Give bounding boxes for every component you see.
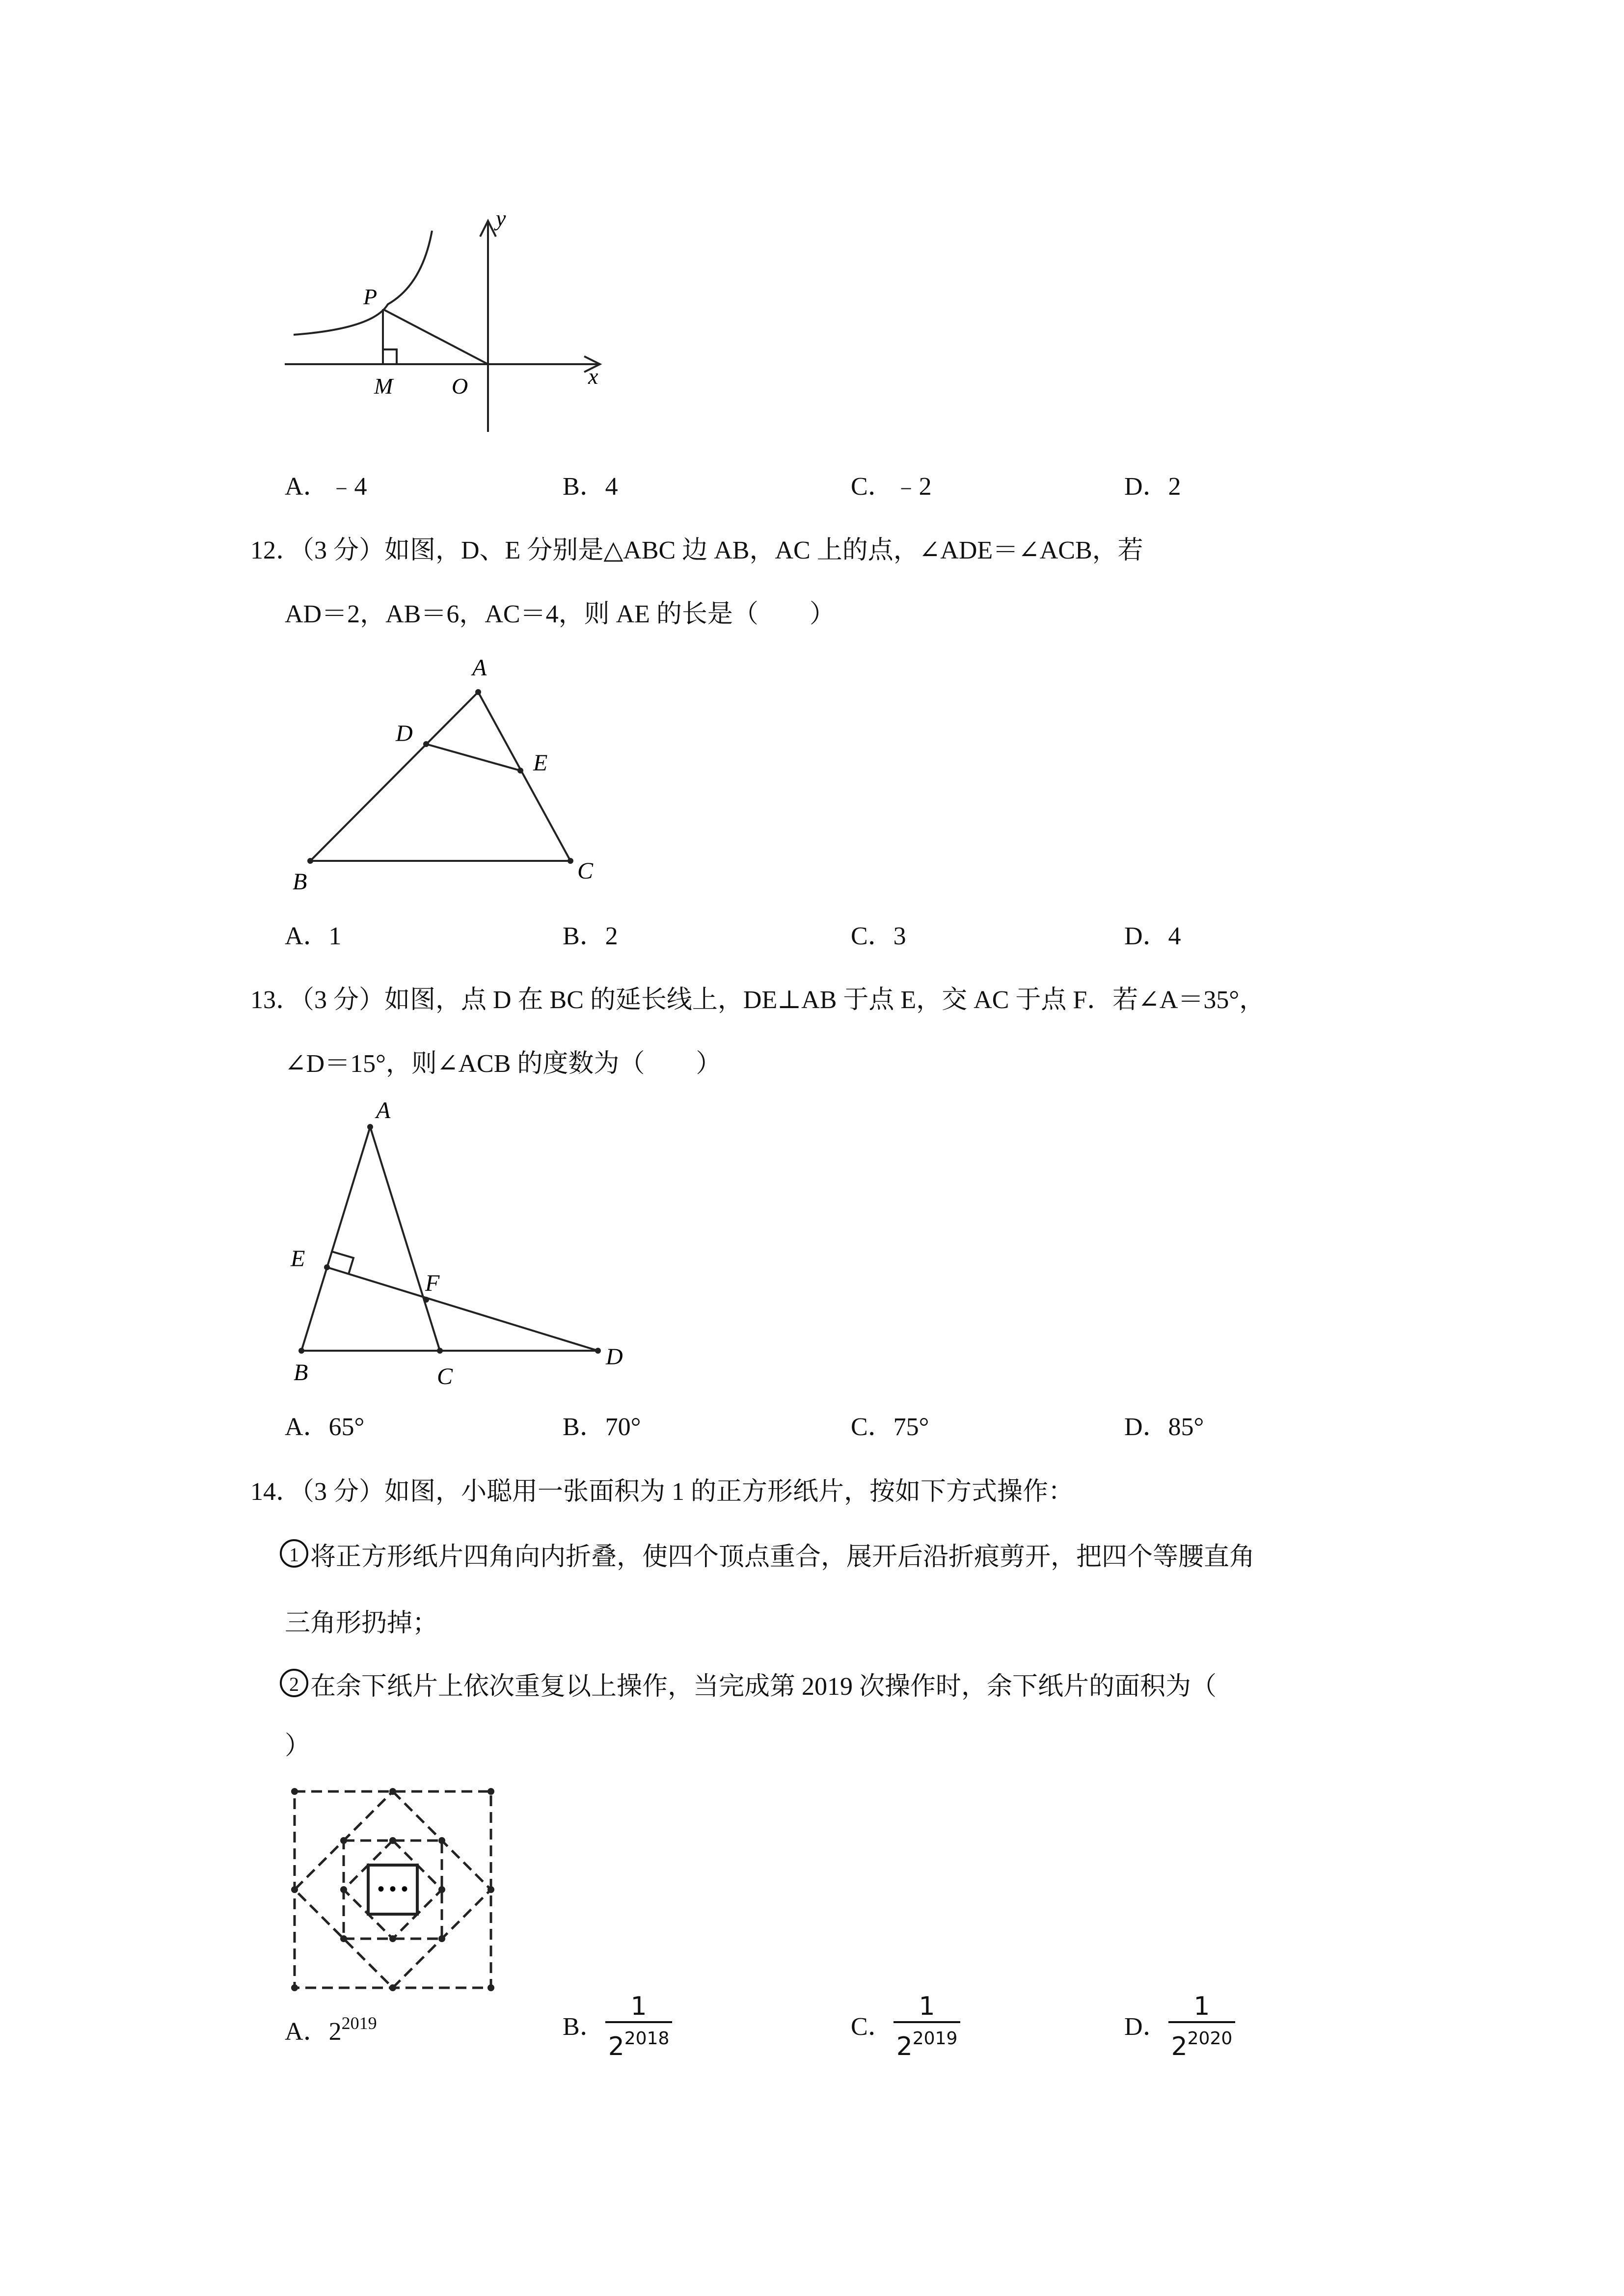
q14-option-a[interactable]: A．$2^{2019}$ — [285, 2013, 377, 2046]
step1-marker: 1 — [280, 1539, 308, 1568]
q13-stem-line1: 13．（3 分）如图，点 D 在 BC 的延长线上，DE⊥AB 于点 E，交 AC 于点 F．若∠A＝35°， — [250, 986, 1265, 1014]
right-angle-mark — [383, 349, 397, 364]
q13-option-d[interactable]: D．85° — [1124, 1413, 1204, 1441]
label-e: E — [533, 750, 548, 776]
side-ac — [370, 1127, 440, 1351]
b-fraction: $\frac{1}{2^{2018}}$ — [605, 1992, 673, 2062]
q11-option-d[interactable]: D．2 — [1124, 473, 1181, 501]
label-d: D — [606, 1344, 623, 1370]
label-a: A — [376, 1097, 391, 1123]
step1-text: 将正方形纸片四角向内折叠，使四个顶点重合，展开后沿折痕剪开，把四个等腰直角 — [310, 1543, 1255, 1571]
side-ab — [301, 1127, 370, 1351]
q14-step2-cont: ） — [285, 1732, 311, 1760]
q12-figure — [280, 653, 623, 908]
q14-option-b[interactable]: B． $\frac{1}{2^{2018}}$ — [563, 1992, 672, 2062]
q13-stem-line2: ∠D＝15°，则∠ACB 的度数为（ ） — [285, 1050, 722, 1078]
label-d: D — [396, 721, 413, 747]
q12-stem-line1: 12．（3 分）如图，D、E 分别是△ABC 边 AB，AC 上的点，∠ADE＝∠ACB，若 — [250, 536, 1143, 564]
q14-stem-line1: 14．（3 分）如图，小聪用一张面积为 1 的正方形纸片，按如下方式操作： — [250, 1478, 1074, 1506]
q14-option-c[interactable]: C． $\frac{1}{2^{2019}}$ — [851, 1992, 960, 2062]
center-dots: • • • — [377, 1878, 408, 1900]
a-base: 2 — [328, 2018, 342, 2046]
q14-step1 — [280, 1539, 1255, 1573]
q11-option-a[interactable]: A．﹣4 — [285, 473, 367, 501]
label-m: M — [374, 374, 393, 399]
q13-option-c[interactable]: C．75° — [851, 1413, 929, 1441]
label-o: O — [452, 374, 468, 399]
d-fraction: $\frac{1}{2^{2020}}$ — [1168, 1992, 1236, 2062]
q11-option-b[interactable]: B．4 — [563, 473, 618, 501]
q12-option-d[interactable]: D．4 — [1124, 922, 1181, 950]
q14-step1-cont: 三角形扔掉； — [285, 1609, 438, 1637]
segment-de — [426, 744, 520, 771]
label-c: C — [437, 1363, 453, 1389]
c-fraction: $\frac{1}{2^{2019}}$ — [893, 1992, 961, 2062]
q14-option-d[interactable]: D． $\frac{1}{2^{2020}}$ — [1124, 1992, 1235, 2062]
q13-figure — [280, 1090, 653, 1404]
segment-ed — [327, 1267, 598, 1351]
label-y: y — [496, 206, 506, 231]
label-p: P — [363, 284, 378, 309]
label-a: A — [472, 655, 487, 681]
label-b: B — [294, 1360, 308, 1386]
q12-stem-line2: AD＝2，AB＝6，AC＝4，则 AE 的长是（ ） — [285, 600, 835, 628]
q13-option-a[interactable]: A．65° — [285, 1413, 365, 1441]
q14-figure — [285, 1782, 501, 1998]
q12-option-c[interactable]: C．3 — [851, 922, 906, 950]
label-f: F — [425, 1270, 440, 1296]
q14-step2 — [280, 1669, 1217, 1703]
q12-option-b[interactable]: B．2 — [563, 922, 618, 950]
segment-po — [383, 309, 488, 364]
label-e: E — [291, 1246, 305, 1272]
hyperbola-curve — [294, 231, 432, 335]
step2-marker: 2 — [280, 1669, 308, 1697]
label-b: B — [293, 869, 307, 895]
q12-option-a[interactable]: A．1 — [285, 922, 342, 950]
label-x: x — [588, 364, 598, 389]
step2-text: 在余下纸片上依次重复以上操作，当完成第 2019 次操作时，余下纸片的面积为（ — [310, 1673, 1217, 1701]
q13-option-b[interactable]: B．70° — [563, 1413, 641, 1441]
side-ab — [310, 692, 478, 861]
q11-figure — [280, 206, 623, 442]
side-ac — [478, 692, 570, 861]
label-c: C — [577, 858, 594, 884]
a-exponent: 2019 — [341, 2013, 377, 2033]
q11-option-c[interactable]: C．﹣2 — [851, 473, 932, 501]
